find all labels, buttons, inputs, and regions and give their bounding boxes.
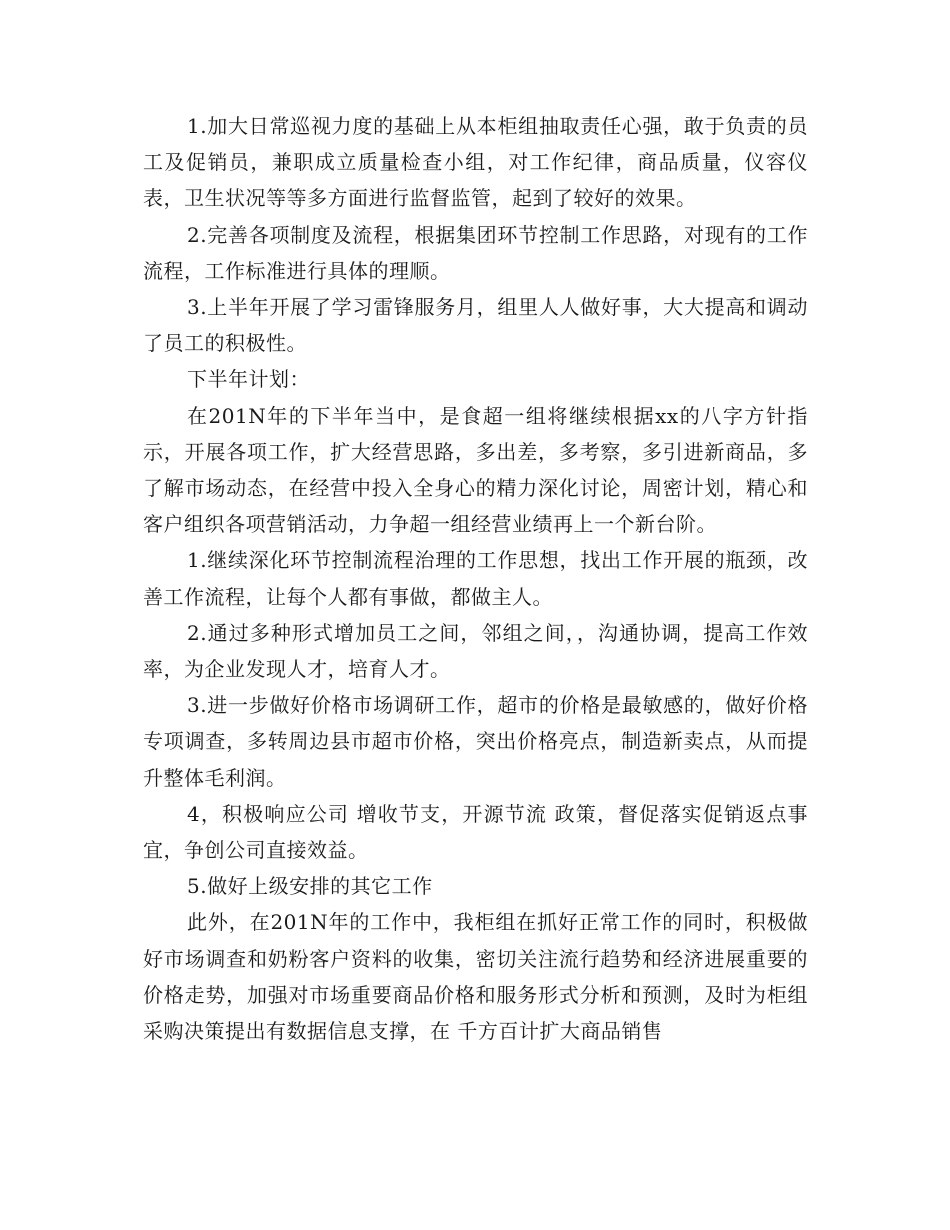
document-body — [143, 108, 808, 1049]
paragraph-5: 在201N年的下半年当中，是食超一组将继续根据xx的八字方针指示，开展各项工作，扩大经营思路，多出差，多考察，多引进新商品，多了解市场动态，在经营中投入全身心的精力深化讨论，周密计划，精心和客户组织各项营销活动，力争超一组经营业绩再上一个新台阶。 — [143, 403, 808, 537]
paragraph-7: 2.通过多种形式增加员工之间，邻组之间，，沟通协调，提高工作效率，为企业发现人才，培育人才。 — [143, 620, 808, 682]
paragraph-3: 3.上半年开展了学习雷锋服务月，组里人人做好事，大大提高和调动了员工的积极性。 — [143, 295, 808, 356]
paragraph-10: 5.做好上级安排的其它工作 — [187, 874, 433, 899]
section-heading-plan: 下半年计划： — [187, 367, 310, 392]
paragraph-9: 4，积极响应公司 增收节支，开源节流 政策，督促落实促销返点事宜，争创公司直接效益。 — [143, 801, 808, 863]
paragraph-8: 3.进一步做好价格市场调研工作，超市的价格是最敏感的，做好价格专项调查，多转周边县市超市价格，突出价格亮点，制造新卖点，从而提升整体毛利润。 — [143, 693, 808, 790]
paragraph-2: 2.完善各项制度及流程，根据集团环节控制工作思路，对现有的工作流程，工作标准进行具体的理顺。 — [143, 222, 808, 283]
paragraph-1: 1.加大日常巡视力度的基础上从本柜组抽取责任心强，敢于负责的员工及促销员，兼职成立质量检查小组，对工作纪律，商品质量，仪容仪表，卫生状况等等多方面进行监督监管，起到了较好的效果。 — [143, 114, 808, 211]
paragraph-11: 此外，在201N年的工作中，我柜组在抓好正常工作的同时，积极做好市场调查和奶粉客户资料的收集，密切关注流行趋势和经济进展重要的价格走势，加强对市场重要商品价格和服务形式分析和预测，及时为柜组采购决策提出有数据信息支撑，在 千方百计扩大商品销售 — [143, 910, 808, 1044]
paragraph-6: 1.继续深化环节控制流程治理的工作思想，找出工作开展的瓶颈，改善工作流程，让每个人都有事做，都做主人。 — [143, 548, 808, 609]
